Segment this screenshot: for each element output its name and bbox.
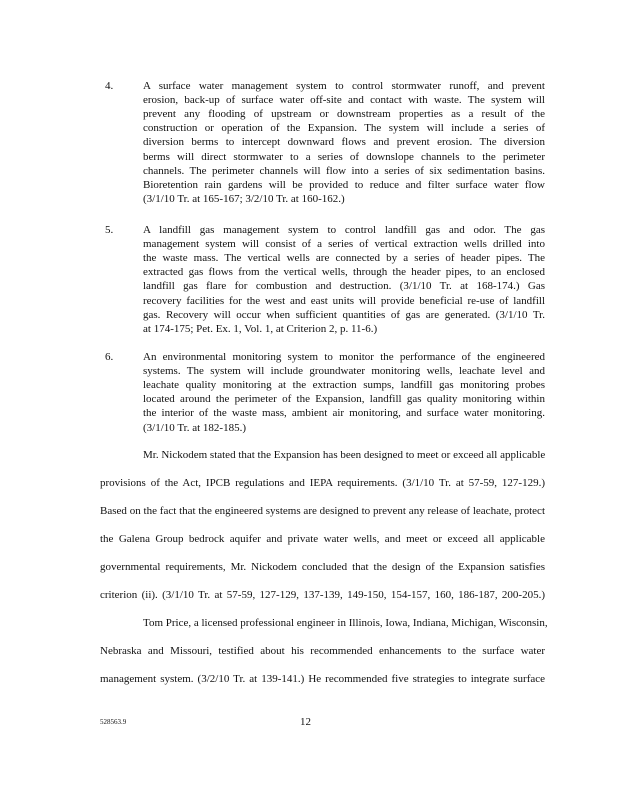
list-item-line: berms will direct stormwater to a series of downslope channels to the perimeter (143, 150, 545, 163)
paragraph-line: Tom Price, a licensed professional engineer in Illinois, Iowa, Indiana, Michigan, Wisconsin, (143, 617, 548, 629)
paragraph-line: criterion (ii). (3/1/10 Tr. at 57-59, 127-129, 137-139, 149-150, 154-157, 160, 186-187, 200-205.) (100, 589, 545, 601)
list-item-line: extracted gas flows from the vertical wells, through the header pipes, to an enclosed (143, 266, 545, 279)
list-item-line: channels. The perimeter channels will flow into a series of six sedimentation basins. (143, 164, 545, 177)
paragraph-line: management system. (3/2/10 Tr. at 139-141.) He recommended five strategies to integrate surface (100, 673, 545, 685)
list-item-line: the interior of the waste mass, ambient air monitoring, and surface water monitoring. (143, 407, 545, 420)
list-item-line: located around the perimeter of the Expansion, landfill gas quality monitoring within (143, 393, 545, 406)
list-item-line: at 174-175; Pet. Ex. 1, Vol. 1, at Criterion 2, p. 11-6.) (143, 322, 378, 335)
list-item-line: (3/1/10 Tr. at 182-185.) (143, 421, 246, 434)
list-item-line: construction or operation of the Expansion. The system will include a series of (143, 122, 545, 135)
list-item-line: gas. Recovery will occur when sufficient quantities of gas are generated. (3/1/10 Tr. (143, 308, 545, 321)
list-item-line: erosion, back-up of surface water off-site and contact with waste. The system will (143, 94, 545, 107)
list-item-line: An environmental monitoring system to monitor the performance of the engineered (143, 351, 545, 363)
list-item-line: Bioretention rain gardens will be provided to reduce and filter surface water flow (143, 178, 545, 191)
list-item-line: systems. The system will include groundwater monitoring wells, leachate level and (143, 365, 545, 378)
list-item-number: 6. (105, 351, 114, 363)
list-item-line: the waste mass. The vertical wells are connected by a series of header pipes. The (143, 252, 545, 265)
list-item-line: (3/1/10 Tr. at 165-167; 3/2/10 Tr. at 160-162.) (143, 192, 345, 205)
document-id: 528563.9 (100, 718, 127, 726)
list-item-line: landfill gas flare for combustion and destruction. (3/1/10 Tr. at 168-174.) Gas (143, 280, 545, 293)
paragraph-line: the Galena Group bedrock aquifer and private water wells, and meet or exceed all applicable (100, 533, 545, 545)
list-item-line: A surface water management system to control stormwater runoff, and prevent (143, 80, 545, 92)
list-item-number: 4. (105, 80, 114, 92)
list-item-line: A landfill gas management system to control landfill gas and odor. The gas (143, 224, 545, 236)
paragraph-line: provisions of the Act, IPCB regulations and IEPA requirements. (3/1/10 Tr. at 57-59, 127-129.) (100, 477, 545, 489)
list-item-line: prevent any flooding of upstream or downstream properties as a result of the (143, 108, 545, 121)
page-number: 12 (300, 716, 311, 728)
paragraph-line: governmental requirements, Mr. Nickodem concluded that the design of the Expansion satisfies (100, 561, 545, 573)
list-item-line: management system will consist of a series of vertical extraction wells drilled into (143, 238, 545, 251)
list-item-line: leachate quality monitoring at the extraction sumps, landfill gas monitoring probes (143, 379, 545, 392)
list-item-line: diversion berms to intercept downward flows and prevent erosion. The diversion (143, 136, 545, 149)
list-item-number: 5. (105, 224, 114, 236)
list-item-line: recovery facilities for the west and east units will provide beneficial re-use of landfill (143, 294, 545, 307)
paragraph-line: Based on the fact that the engineered systems are designed to prevent any release of leachate, protect (100, 505, 545, 517)
paragraph-line: Mr. Nickodem stated that the Expansion has been designed to meet or exceed all applicable (143, 449, 546, 461)
paragraph-line: Nebraska and Missouri, testified about his recommended enhancements to the surface water (100, 645, 545, 657)
